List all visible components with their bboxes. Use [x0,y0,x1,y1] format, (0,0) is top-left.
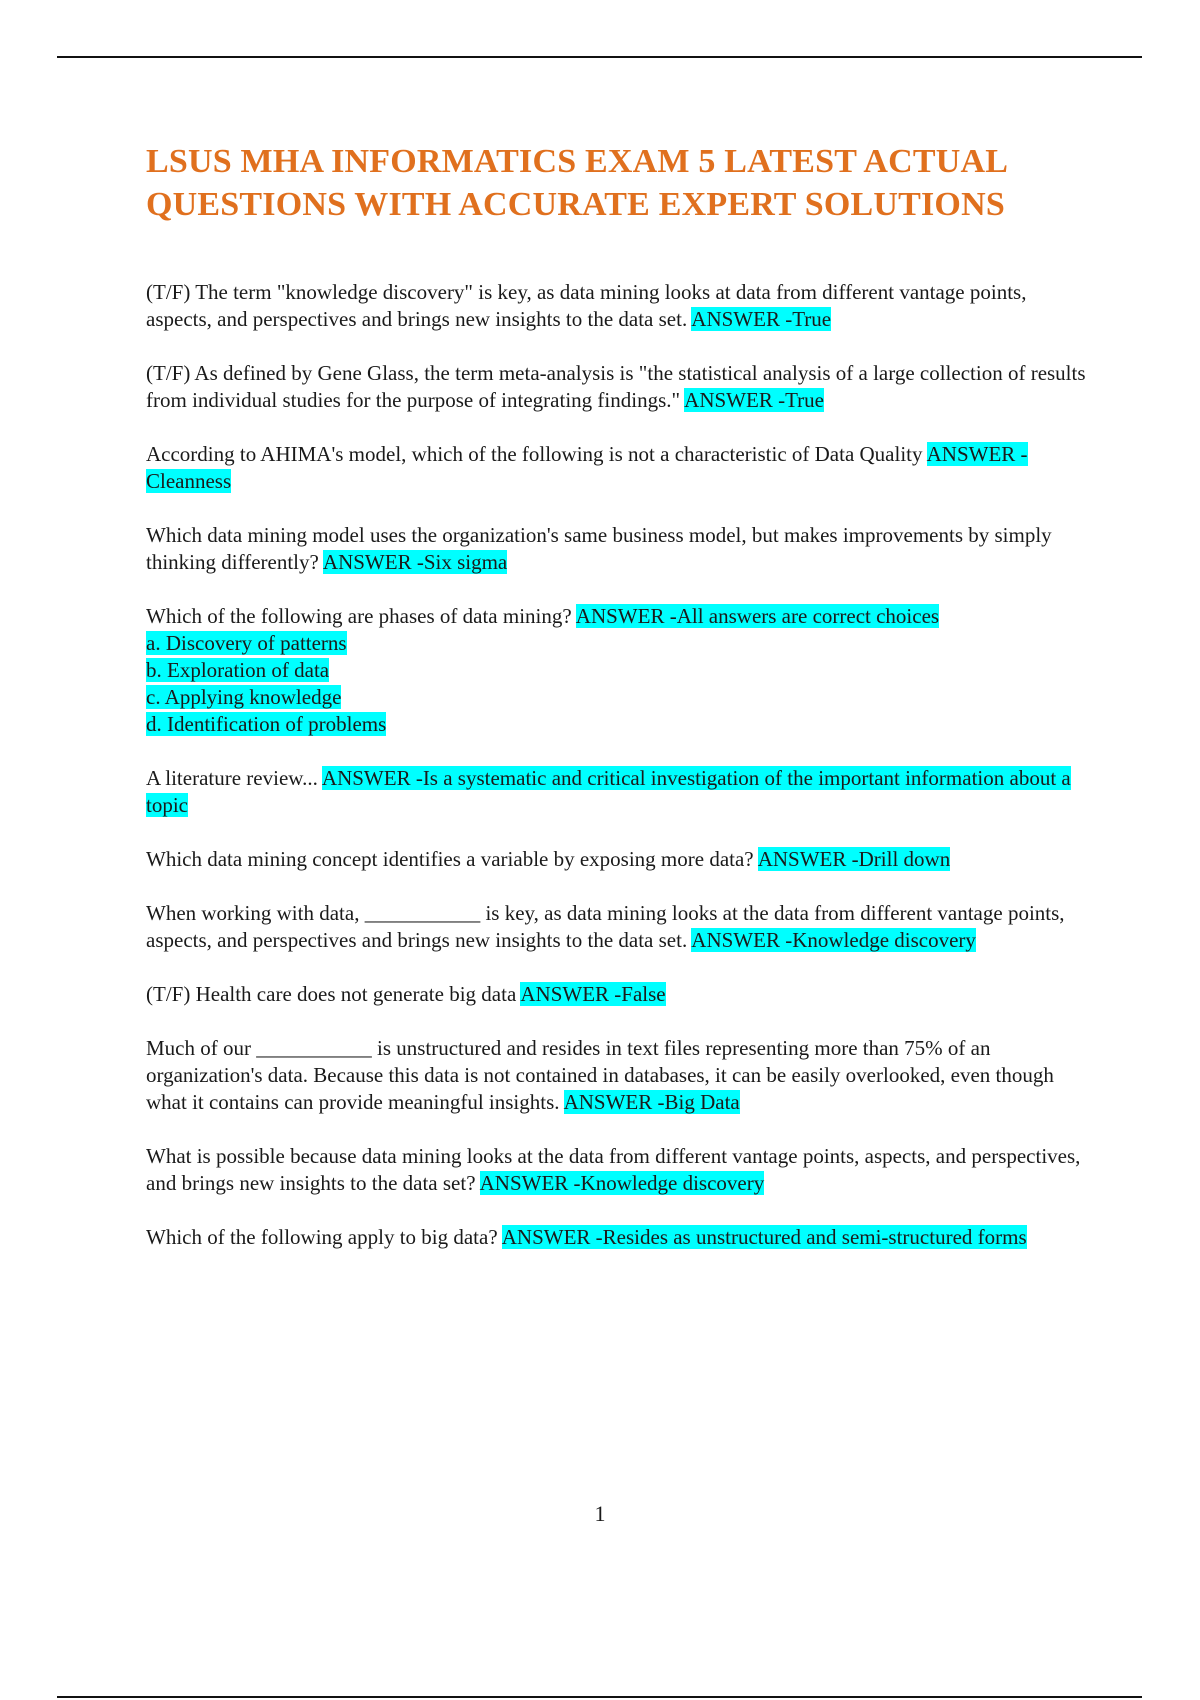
answer-option [146,657,1096,684]
question-text: What is possible because data mining looks at the data from different vantage points, aspects, and perspectives, and brings new insights to the data set? [146,1144,1086,1195]
qa-item [146,603,1096,738]
qa-item [146,522,1096,576]
question-text: (T/F) Health care does not generate big data [146,982,521,1006]
answer-highlight: ANSWER -Knowledge discovery [479,1171,765,1195]
qa-item [146,900,1096,954]
answer-highlight: ANSWER -False [520,982,666,1006]
page-number: 1 [594,1501,606,1526]
answer-highlight: ANSWER -Knowledge discovery [691,928,976,952]
top-rule [57,56,1142,58]
qa-item [146,1224,1096,1251]
answer-highlight: ANSWER -Cleanness [146,442,1028,493]
qa-item [146,1035,1096,1116]
option-text: a. Discovery of patterns [146,631,347,655]
qa-item [146,279,1096,333]
document-title: LSUS MHA INFORMATICS EXAM 5 LATEST ACTUAL QUESTIONS WITH ACCURATE EXPERT SOLUTIONS [146,143,1007,223]
answer-highlight: ANSWER -Six sigma [322,550,508,574]
qa-item [146,765,1096,819]
answer-highlight: ANSWER -True [684,388,824,412]
question-text: Which data mining model uses the organization's same business model, but makes improvements by simply thinking differently? [146,523,1057,574]
answer-option [146,711,1096,738]
answer-option [146,684,1096,711]
question-text: A literature review... [146,766,322,790]
question-text: According to AHIMA's model, which of the following is not a characteristic of Data Quality [146,442,927,466]
option-text: d. Identification of problems [146,712,387,736]
qa-item [146,981,1096,1008]
question-text: (T/F) The term "knowledge discovery" is key, as data mining looks at data from different vantage points, aspects, and perspectives and brings new insights to the data set. [146,280,1032,331]
answer-option [146,630,1096,657]
option-text: b. Exploration of data [146,658,330,682]
qa-item [146,1143,1096,1197]
question-text: When working with data, ___________ is key, as data mining looks at the data from different vantage points, aspects, and perspectives and brings new insights to the data set. [146,901,1070,952]
question-text: Which of the following are phases of data mining? [146,604,576,628]
bottom-rule [57,1696,1142,1698]
option-text: c. Applying knowledge [146,685,342,709]
question-text: (T/F) As defined by Gene Glass, the term meta-analysis is "the statistical analysis of a large collection of results from individual studies for the purpose of integrating findings." [146,361,1091,412]
answer-highlight: ANSWER -All answers are correct choices [575,604,940,628]
qa-list [146,279,1096,1278]
answer-highlight: ANSWER -Resides as unstructured and semi-structured forms [501,1225,1027,1249]
qa-item [146,846,1096,873]
question-text: Much of our ___________ is unstructured and resides in text files representing more than 75% of an organization's data. Because this data is not contained in databases, it can be easily overlooked, even though what it contains can provide meaningful insights. [146,1036,1060,1114]
answer-highlight: ANSWER -Drill down [757,847,951,871]
qa-item [146,441,1096,495]
qa-item [146,360,1096,414]
answer-highlight: ANSWER -Big Data [563,1090,740,1114]
question-text: Which of the following apply to big data? [146,1225,502,1249]
question-text: Which data mining concept identifies a variable by exposing more data? [146,847,758,871]
answer-highlight: ANSWER -True [691,307,832,331]
answer-highlight: ANSWER -Is a systematic and critical investigation of the important information about a topic [146,766,1071,817]
